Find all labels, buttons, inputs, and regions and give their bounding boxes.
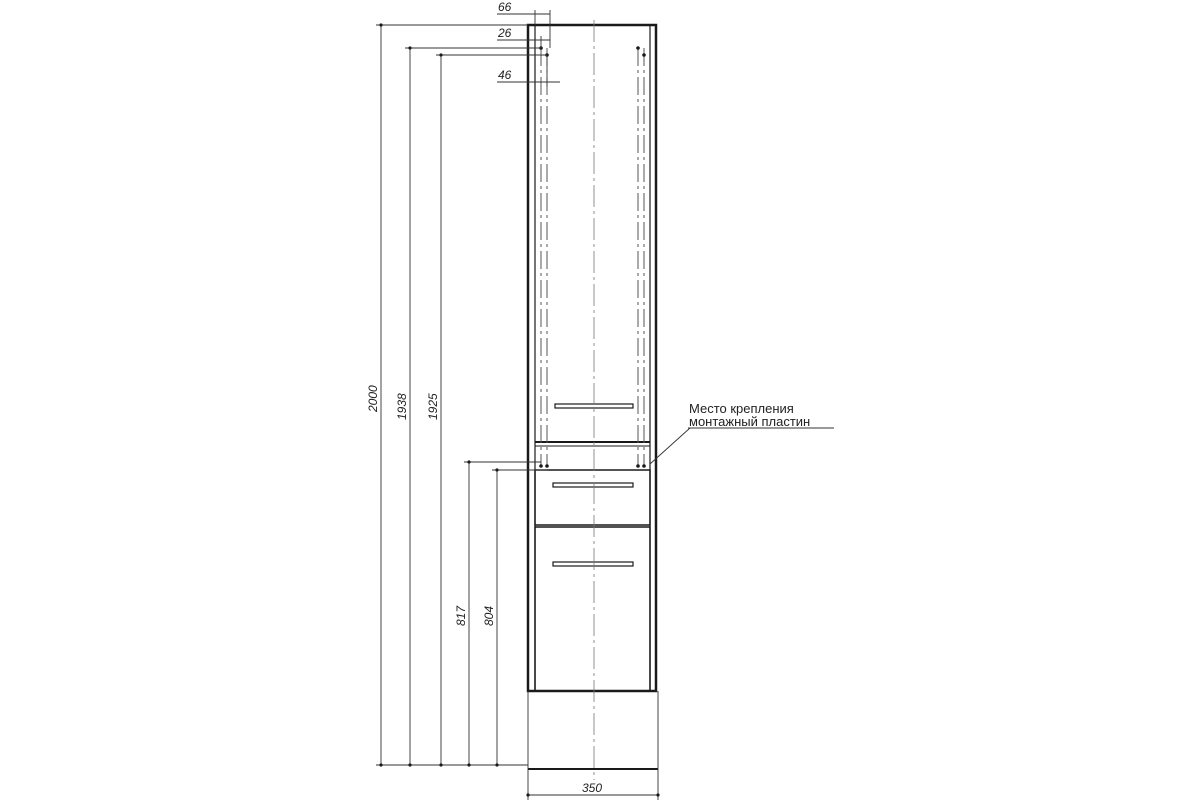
tick-1938-bottom: [408, 763, 411, 766]
mount-point-top-right-2: [642, 53, 646, 57]
mount-point-bottom-left-2: [545, 464, 549, 468]
mounting-annotation: [689, 401, 810, 429]
tick-817-bottom: [467, 763, 470, 766]
tick-804-bottom: [495, 763, 498, 766]
label-66: 66: [498, 0, 512, 14]
tick-804-top: [495, 468, 498, 471]
hidden-lines: [541, 48, 644, 466]
label-817: 817: [454, 605, 468, 626]
lower-door-front: [535, 527, 650, 691]
tick-2000-bottom: [379, 763, 382, 766]
dimension-ticks: [379, 23, 659, 796]
drawer-front: [535, 470, 650, 525]
handles: [553, 404, 633, 566]
annotation-line-2: монтажный пластин: [689, 414, 811, 429]
tick-2000-top: [379, 23, 382, 26]
label-26: 26: [498, 26, 512, 40]
label-350: 350: [582, 781, 603, 795]
label-46: 46: [498, 68, 512, 82]
mount-point-bottom-right-2: [642, 464, 646, 468]
cabinet-outline: [528, 25, 656, 691]
tick-1938-top: [408, 46, 411, 49]
annotation-line-1: Место крепления: [689, 401, 794, 416]
tick-350-right: [656, 793, 659, 796]
label-2000: 2000: [366, 385, 380, 412]
dimension-labels: [366, 0, 602, 795]
drawer-handle: [553, 483, 633, 487]
label-804: 804: [482, 605, 496, 626]
tick-350-left: [526, 793, 529, 796]
label-1938: 1938: [395, 393, 409, 420]
label-1925: 1925: [426, 393, 440, 420]
mount-point-bottom-left: [539, 464, 543, 468]
tick-817-top: [467, 460, 470, 463]
mount-point-top-right: [636, 46, 640, 50]
lower-door-handle: [553, 562, 633, 566]
tick-1925-top: [439, 53, 442, 56]
mount-point-bottom-right: [636, 464, 640, 468]
tick-1925-bottom: [439, 763, 442, 766]
